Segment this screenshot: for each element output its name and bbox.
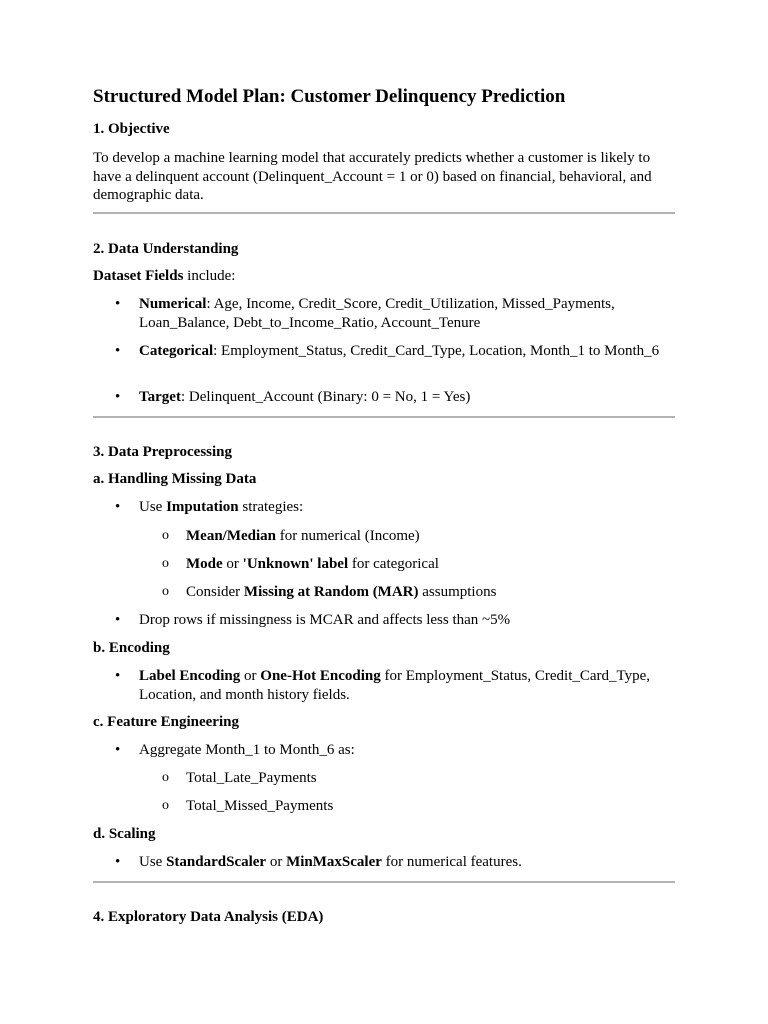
bullet-icon: • [115,742,121,758]
list-item-encoding: Label Encoding or One-Hot Encoding for Employment_Status, Credit_Card_Type, Location, and month history fields. [139,668,651,703]
sub-bullet-icon: o [162,528,169,543]
subsection-a-heading: a. Handling Missing Data [93,471,257,487]
list-item-target: Target: Delinquent_Account (Binary: 0 = No, 1 = Yes) [139,389,471,405]
list-item-imputation: Use Imputation strategies: [139,499,304,515]
document-title: Structured Model Plan: Customer Delinquency Prediction [93,86,566,107]
bullet-icon: • [115,343,121,359]
list-item-aggregate: Aggregate Month_1 to Month_6 as: [139,742,355,758]
sub-item-mode: Mode or 'Unknown' label for categorical [186,556,439,572]
sub-item-mean-median: Mean/Median for numerical (Income) [186,528,420,544]
sub-bullet-icon: o [162,556,169,571]
bullet-icon: • [115,499,121,515]
section-4-heading: 4. Exploratory Data Analysis (EDA) [93,909,324,925]
list-item-scaling: Use StandardScaler or MinMaxScaler for numerical features. [139,854,522,870]
sub-item-mar: Consider Missing at Random (MAR) assumptions [186,584,497,600]
subsection-d-heading: d. Scaling [93,826,156,842]
list-item-categorical: Categorical: Employment_Status, Credit_Card_Type, Location, Month_1 to Month_6 [139,343,660,359]
sub-item-missed-payments: Total_Missed_Payments [186,798,334,814]
dataset-fields-label: Dataset Fields [93,268,184,284]
list-item-drop-rows: Drop rows if missingness is MCAR and affects less than ~5% [139,612,511,628]
section-3-heading: 3. Data Preprocessing [93,444,233,460]
sub-item-late-payments: Total_Late_Payments [186,770,317,786]
section-divider [93,881,675,883]
section-divider [93,212,675,214]
subsection-b-heading: b. Encoding [93,640,170,656]
bullet-icon: • [115,389,121,405]
list-item-numerical: Numerical: Age, Income, Credit_Score, Credit_Utilization, Missed_Payments, Loan_Balance, Debt_to_Income_Ratio, Account_Tenure [139,296,615,331]
sub-bullet-icon: o [162,770,169,785]
sub-bullet-icon: o [162,798,169,813]
dataset-fields-intro: Dataset Fields include: [93,268,236,284]
section-1-heading: 1. Objective [93,121,170,137]
sub-bullet-icon: o [162,584,169,599]
bullet-icon: • [115,668,121,684]
section-divider [93,416,675,418]
bullet-icon: • [115,296,121,312]
section-2-heading: 2. Data Understanding [93,241,239,257]
objective-paragraph: To develop a machine learning model that accurately predicts whether a customer is likely to have a delinquent account (Delinquent_Account = 1 or 0) based on financial, behavioral, and demographic data. [93,150,652,203]
bullet-icon: • [115,612,121,628]
bullet-icon: • [115,854,121,870]
subsection-c-heading: c. Feature Engineering [93,714,239,730]
